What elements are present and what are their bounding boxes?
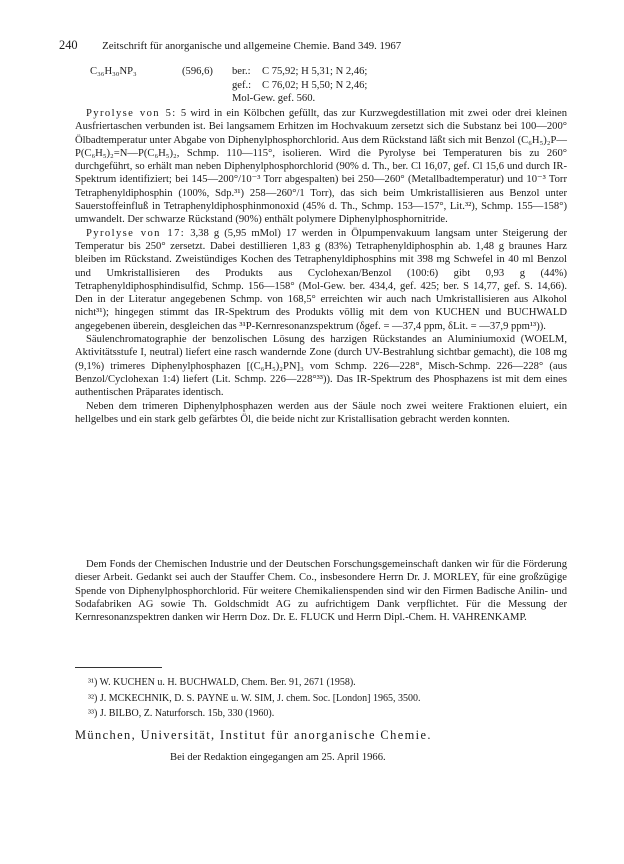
acknowledgement-text: Dem Fonds der Chemischen Industrie und der Deutschen Forschungsgemeinschaft danken wir für die Förderung dieser Arbeit. Gedankt sei auch der Stauffer Chem. Co., insbesondere Herrn Dr. J. MORLEY, für eine großzügige Spende von Diphenylphosphorchlorid. Für weitere Chemikalienspenden sind wir den Firmen Badische Anilin- und Sodafabriken AG sowie Th. Goldschmidt AG zu aufrichtigem Dank verpflichtet. Für die Messung der Kernresonanzspektren danken wir Herrn Doz. Dr. E. FLUCK und Herrn Dipl.-Chem. H. VAHRENKAMP. [75,559,567,624]
analysis-mw: (596,6) [182,66,213,77]
analysis-found: C 76,02; H 5,50; N 2,46; [262,79,368,91]
footnote-32: ³²) J. MCKECHNIK, D. S. PAYNE u. W. SIM, J. chem. Soc. [London] 1965, 3500. [88,692,421,704]
acknowledgement-section [75,558,567,624]
analysis-calc: C 75,92; H 5,31; N 2,46; [262,66,368,77]
paragraph-lead: Pyrolyse von 17: [86,227,186,239]
journal-title: Zeitschrift für anorganische und allgemeine Chemie. Band 349. 1967 [102,40,402,52]
paragraph-pyrolysis-17 [75,227,567,333]
paragraph-body: 3,38 g (5,95 mMol) 17 werden in Ölpumpenvakuum langsam unter Steigerung der Temperatur bis 250° zersetzt. Dabei destillieren 1,83 g (83%) Tetraphenyldiphosphin ab. 1,48 g braunes Harz bleiben im Rückstand. Zweistündiges Kochen des Tetraphenyldiphosphins mit 398 mg Schwefel in 40 ml Benzol und Umkristallisieren des Produkts aus Cyclohexan/Benzol (100:6) gibt 0,93 g (44%) Tetraphenyldiphosphindisulfid, Schmp. 156—158° (Mol-Gew. ber. 434,4, gef. 425; ber. S 14,77, gef. S. 14,66). Den in der Literatur angegebenen Schmp. von 168,5° erreichten wir auch nach Umkristallisieren aus Alkohol nicht³¹); hingegen stimmt das IR-Spektrum des Produkts völlig mit dem von KUCHEN und BUCHWALD angegebenen überein, desgleichen das ³¹P-Kernresonanzspektrum (δgef. = —37,4 ppm, δLit. = —37,9 ppm¹³)). [75,227,567,332]
analysis-found-label: gef.: [232,79,252,91]
analysis-calc-label: ber.: [232,66,251,77]
page-number: 240 [59,38,78,52]
experimental-text [75,107,567,426]
received-date: Bei der Redaktion eingegangen am 25. April 1966. [170,752,386,763]
footnotes [88,675,421,722]
affiliation: München, Universität, Institut für anorganische Chemie. [75,728,432,742]
page-header [59,38,569,53]
analysis-formula: C₃₆H₃₀NP₃ [90,66,137,77]
paragraph-body: 5 wird in ein Kölbchen gefüllt, das zur Kurzwegdestillation mit zwei oder drei kleinen Ausfriertaschen verbunden ist. Bei langsamem Erhitzen im Hochvakuum zersetzt sich die Substanz bei 100—200° Ölbadtemperatur unter Abgabe von Diphenylphosphorchlorid. Aus dem Rückstand läßt sich mit Benzol (C₆H₅)₂P—P(C₆H₅)₂=N—P(C₆H₅)₂, Schmp. 110—115°, isolieren. Wird die Pyrolyse bei Temperaturen bis zu 260° durchgeführt, so erhält man neben Diphenylphosphorchlorid (90% d. Th., ber. Cl 16,07, gef. Cl 15,6 und durch IR-Spektrum identifiziert; bei 145—200°/10⁻³ Torr abgespalten) bei 250—260° (Metallbadtemperatur) und 10⁻³ Torr Tetraphenyldiphosphin (100%, Sdp.³¹) 258—260°/1 Torr), das sich beim Umkristallisieren aus Benzol unter Sauerstoffeinfluß in Tetraphenyldiphosphinmonoxid (45% d. Th., Schmp. 153—157°, Lit.³²), Schmp. 155—158°) umwandelt. Der schwarze Rückstand (90%) enthält polymere Diphenylphosphornitride. [75,108,567,226]
elemental-analysis [90,65,367,106]
paragraph-chromatography: Säulenchromatographie der benzolischen Lösung des harzigen Rückstandes an Aluminiumoxid (WOELM, Aktivitätsstufe I, neutral) liefert eine rasch wandernde Zone (durch UV-Bestrahlung sichtbar gemacht), die 108 mg (9,1%) trimeres Diphenylphosphazen [(C₆H₅)₂PN]₃ vom Schmp. 226—228°, Misch-Schmp. 226—228° (aus Benzol/Cyclohexan 1:4) liefert (Lit. Schmp. 226—228°³³)). Das IR-Spektrum des Phosphazens ist mit dem eines authentischen Präparates identisch. [75,334,567,399]
footnote-33: ³³) J. BILBO, Z. Naturforsch. 15b, 330 (1960). [88,708,275,720]
analysis-molgew: Mol-Gew. gef. 560. [232,93,316,104]
footnote-divider [75,667,162,668]
paragraph-fractions: Neben dem trimeren Diphenylphosphazen werden aus der Säule noch zwei weitere Fraktionen eluiert, ein hellgelbes und ein stark gelb gefärbtes Öl, die beide nicht zur Kristallisation gebracht werden konnten. [75,400,567,425]
paragraph-pyrolysis-5 [75,107,567,227]
paragraph-lead: Pyrolyse von 5: [86,108,177,119]
footnote-31: ³¹) W. KUCHEN u. H. BUCHWALD, Chem. Ber. 91, 2671 (1958). [88,677,356,688]
